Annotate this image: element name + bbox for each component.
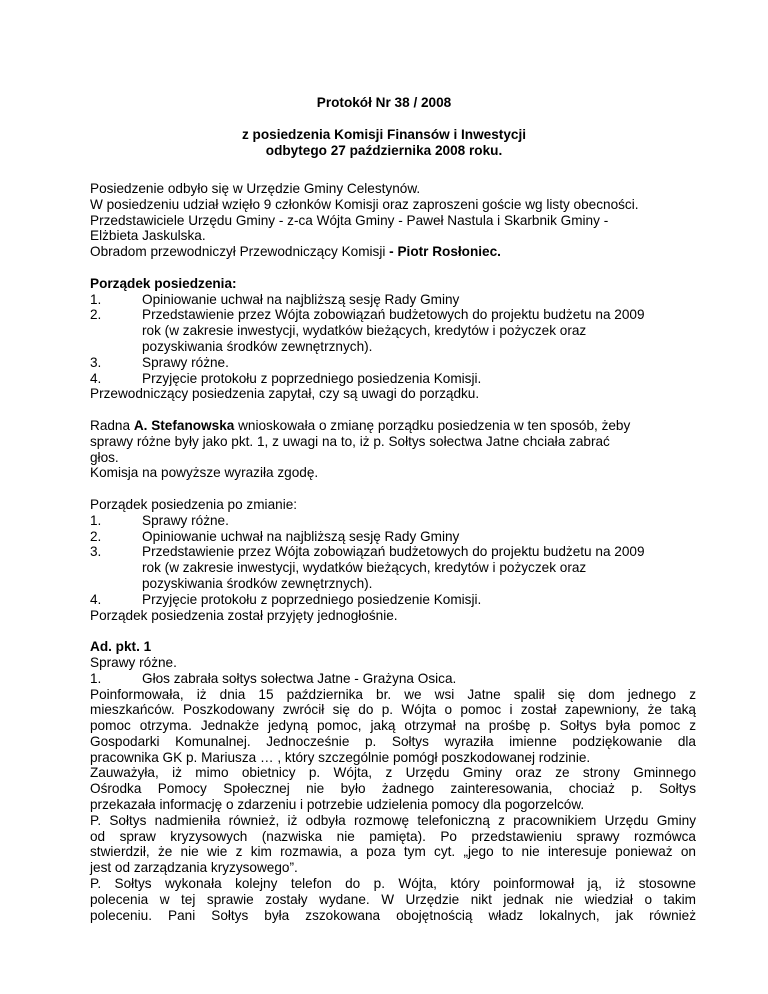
motion-line: Komisja na powyższe wyraziła zgodę. (90, 465, 319, 481)
body-line: stwierdził, że nie wie z kim rozmawia, a poza tym cyt. „jego to nie interesuje ponieważ on (90, 844, 696, 860)
agenda2-heading: Porządek posiedzenia po zmianie: (90, 496, 298, 512)
agenda (90, 276, 696, 402)
agenda2-closing: Porządek posiedzenia został przyjęty jednogłośnie. (90, 607, 398, 623)
item-text: Przyjęcie protokołu z poprzedniego posiedzenie Komisji. (142, 591, 482, 607)
motion-paragraph (90, 418, 696, 481)
agenda-heading: Porządek posiedzenia: (90, 275, 237, 291)
councillor-name: A. Stefanowska (133, 417, 235, 433)
motion-text: wnioskowała o zmianę porządku posiedzenia w ten sposób, żeby (234, 417, 631, 433)
body-line: od spraw kryzysowych (nazwiska nie pamięta). Po przedstawieniu sprawy rozmówca (90, 828, 696, 844)
subtitle-line-2: odbytego 27 października 2008 roku. (265, 142, 503, 158)
body-line: mieszkańców. Poszkodowany zwrócił się do p. Wójta o pomoc i został zapewniony, że taką (90, 702, 696, 718)
body-line: P. Sołtys wykonała kolejny telefon do p. Wójta, który poinformował ją, iż stosowne (90, 876, 696, 892)
item-number: 4. (90, 591, 102, 607)
body-line: Gospodarki Komunalnej. Jednocześnie p. Sołtys wyraziła imienne podziękowanie dla (90, 733, 696, 749)
body-line: pomoc otrzyma. Jednakże jedyną pomoc, jaką otrzymał na prośbę p. Sołtys była pomoc z (90, 718, 696, 734)
item-number: 1. (90, 291, 102, 307)
list-item (90, 307, 696, 354)
item-number: 1. (90, 512, 102, 528)
body-line: polecenia w tej sprawie zostały wydane. W Urzędzie nikt jednak nie wiedział o takim (90, 891, 696, 907)
chair-name: - Piotr Rosłoniec. (389, 244, 501, 260)
item-text: Sprawy różne. (142, 354, 229, 370)
item-text: pozyskiwania środków zewnętrznych). (142, 338, 373, 354)
list-item (90, 544, 696, 591)
intro-line: Przedstawiciele Urzędu Gminy - z-ca Wójta Gminy - Paweł Nastula i Skarbnik Gminy - (90, 212, 609, 228)
item-number: 4. (90, 370, 102, 386)
item-text: pozyskiwania środków zewnętrznych). (142, 575, 373, 591)
section-heading: Ad. pkt. 1 (90, 639, 152, 655)
intro-line (90, 244, 696, 260)
item-text: Przyjęcie protokołu z poprzedniego posiedzenia Komisji. (142, 370, 482, 386)
item-number: 1. (90, 670, 102, 686)
list-item (90, 355, 696, 371)
item-number: 3. (90, 354, 102, 370)
motion-text: Radna (90, 417, 134, 433)
item-text: Głos zabrała sołtys sołectwa Jatne - Grażyna Osica. (142, 670, 457, 686)
item-number: 3. (90, 544, 102, 560)
body-line: P. Sołtys nadmieniła również, iż odbyła rozmowę telefoniczną z pracownikiem Urzędu Gminy (90, 812, 696, 828)
section-subheading: Sprawy różne. (90, 654, 177, 670)
agenda-amended (90, 497, 696, 623)
intro-line: W posiedzeniu udział wzięło 9 członków Komisji oraz zaproszeni goście wg listy obecności. (90, 196, 639, 212)
body-line: jest od zarządzania kryzysowego”. (90, 860, 298, 876)
item-text: Opiniowanie uchwał na najbliższą sesję Rady Gminy (142, 528, 460, 544)
protocol-title: Protokół Nr 38 / 2008 (316, 95, 452, 110)
item-text: Opiniowanie uchwał na najbliższą sesję Rady Gminy (142, 291, 460, 307)
item-text: Przedstawienie przez Wójta zobowiązań budżetowych do projektu budżetu na 2009 (142, 544, 645, 560)
body-line: przekazała informację o zdarzeniu i potrzebie udzielenia pomocy dla pogorzelców. (90, 797, 585, 813)
list-item (90, 371, 696, 387)
list-item (90, 529, 696, 545)
intro-paragraph (90, 181, 696, 260)
agenda-closing: Przewodniczący posiedzenia zapytał, czy są uwagi do porządku. (90, 386, 480, 402)
chair-label: Obradom przewodniczył Przewodniczący Komisji (90, 244, 390, 260)
subtitle-line-1: z posiedzenia Komisji Finansów i Inwestycji (241, 127, 527, 142)
list-item (90, 671, 696, 687)
item-text: rok (w zakresie inwestycji, wydatków bieżących, kredytów i pożyczek oraz (142, 560, 587, 576)
body-line: Ośrodka Pomocy Społecznej nie było żadnego zainteresowania, chociaż p. Sołtys (90, 781, 696, 797)
intro-line: Elżbieta Jaskulska. (90, 228, 206, 244)
intro-line: Posiedzenie odbyło się w Urzędzie Gminy Celestynów. (90, 181, 421, 196)
section-1 (90, 639, 696, 923)
body-line: Zauważyła, iż mimo obietnicy p. Wójta, z Urzędu Gminy oraz ze strony Gminnego (90, 765, 696, 781)
body-line: poleceniu. Pani Sołtys była zszokowana obojętnością władz lokalnych, jak również (90, 907, 696, 923)
item-text: Przedstawienie przez Wójta zobowiązań budżetowych do projektu budżetu na 2009 (142, 307, 645, 323)
list-item (90, 513, 696, 529)
protocol-subtitle (0, 127, 768, 159)
item-text: Sprawy różne. (142, 512, 229, 528)
body-line: pracownika GK p. Mariusza … , który szczególnie pomógł poszkodowanej rodzinie. (90, 749, 591, 765)
motion-line: głos. (90, 449, 119, 465)
item-number: 2. (90, 528, 102, 544)
list-item (90, 292, 696, 308)
motion-line: sprawy różne były jako pkt. 1, z uwagi na to, iż p. Sołtys sołectwa Jatne chciała zabrać (90, 433, 610, 449)
motion-line (90, 418, 696, 434)
item-text: rok (w zakresie inwestycji, wydatków bieżących, kredytów i pożyczek oraz (142, 323, 587, 339)
document-body (90, 181, 696, 923)
list-item (90, 592, 696, 608)
body-line: Poinformowała, iż dnia 15 października br. we wsi Jatne spalił się dom jednego z (90, 686, 696, 702)
item-number: 2. (90, 307, 102, 323)
